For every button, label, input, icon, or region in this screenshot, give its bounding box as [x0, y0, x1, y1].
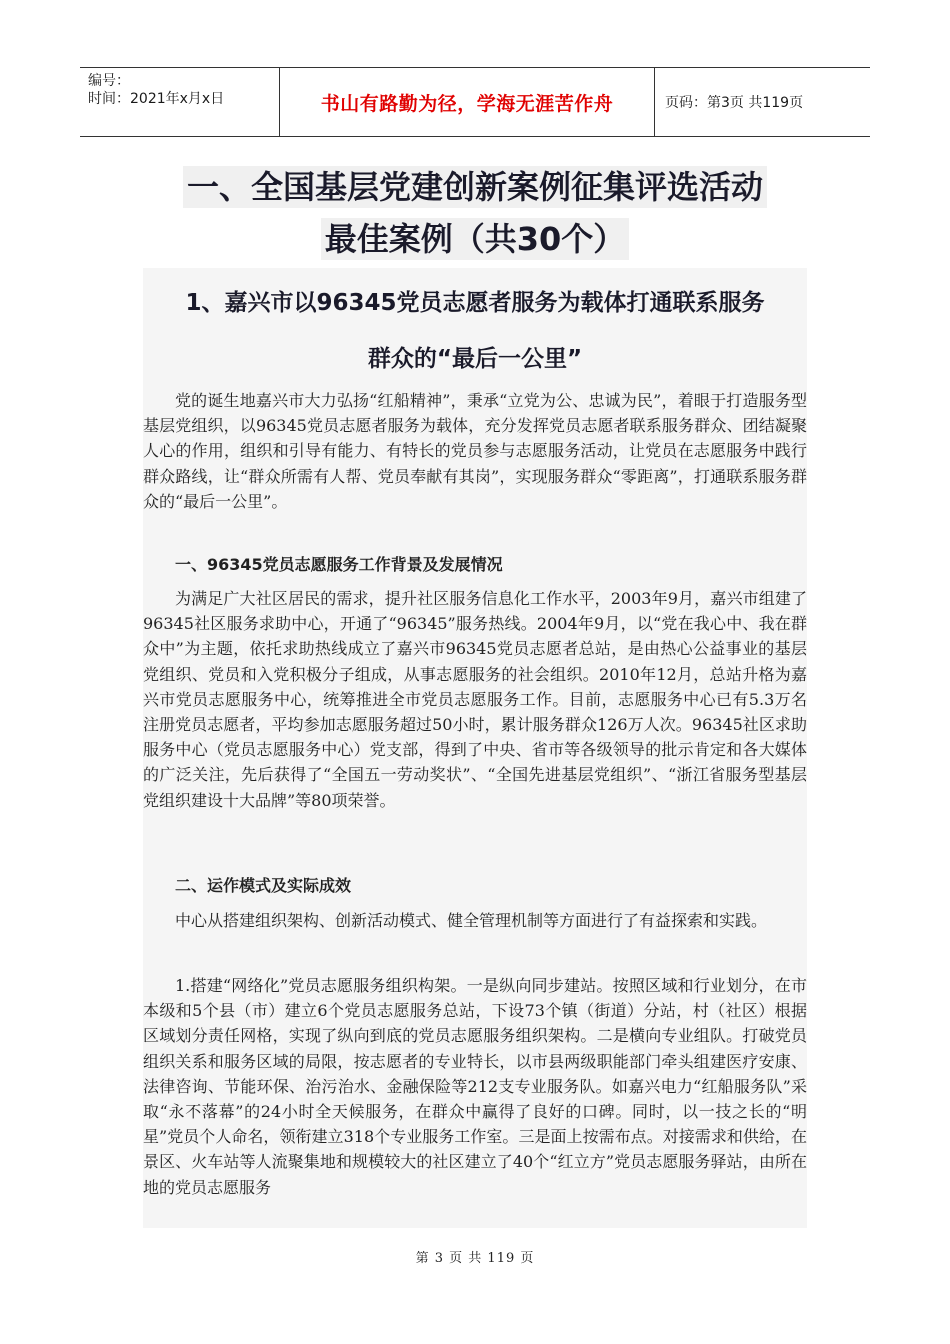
section2-heading: 二、运作模式及实际成效 — [175, 876, 352, 895]
number-label: 编号： — [88, 73, 130, 89]
case-title-line1: 1、嘉兴市以96345党员志愿者服务为载体打通联系服务 — [185, 290, 765, 316]
case-article — [143, 268, 807, 1228]
section1-heading: 一、96345党员志愿服务工作背景及发展情况 — [175, 555, 503, 574]
section1-paragraph: 为满足广大社区居民的需求，提升社区服务信息化工作水平，2003年9月，嘉兴市组建了96345社区服务求助中心，开通了“96345”服务热线。2004年9月，以“党在我心中、我在群众中”为主题，依托求助热线成立了嘉兴市96345党员志愿者总站，是由热心公益事业的基层党组织、党员和入党积极分子组成，从事志愿服务的社会组织。2010年12月，总站升格为嘉兴市党员志愿服务中心，统筹推进全市党员志愿服务工作。目前，志愿服务中心已有5.3万名注册党员志愿者，平均参加志愿服务超过50小时，累计服务群众126万人次。96345社区求助服务中心（党员志愿服务中心）党支部，得到了中央、省市等各级领导的批示肯定和各大媒体的广泛关注，先后获得了“全国五一劳动奖状”、“全国先进基层党组织”、“浙江省服务型基层党组织建设十大品牌”等80项荣誉。 — [143, 589, 807, 810]
main-title-line2: 最佳案例（共30个） — [0, 214, 950, 260]
time-label: 时间：2021年x月x日 — [88, 91, 225, 107]
header-motto: 书山有路勤为径，学海无涯苦作舟 — [280, 68, 655, 136]
case-title-line2: 群众的“最后一公里” — [367, 346, 583, 372]
header-page-info: 页码：第3页 共119页 — [665, 95, 804, 111]
main-title-line1: 一、全国基层党建创新案例征集评选活动 — [0, 162, 950, 208]
intro-paragraph: 党的诞生地嘉兴市大力弘扬“红船精神”，秉承“立党为公、忠诚为民”，着眼于打造服务型基层党组织，以96345党员志愿者服务为载体，充分发挥党员志愿者联系服务群众、团结凝聚人心的作用，组织和引导有能力、有特长的党员参与志愿服务活动，让党员在志愿服务中践行群众路线，让“群众所需有人帮、党员奉献有其岗”，实现服务群众“零距离”，打通联系服务群众的“最后一公里”。 — [143, 391, 807, 511]
page-header — [80, 67, 870, 137]
section2-point1-paragraph: 1.搭建“网络化”党员志愿服务组织构架。一是纵向同步建站。按照区域和行业划分，在市本级和5个县（市）建立6个党员志愿服务总站，下设73个镇（街道）分站，村（社区）根据区域划分责任网格，实现了纵向到底的党员志愿服务组织架构。二是横向专业组队。打破党员组织关系和服务区域的局限，按志愿者的专业特长，以市县两级职能部门牵头组建医疗安康、法律咨询、节能环保、治污治水、金融保险等212支专业服务队。如嘉兴电力“红船服务队”采取“永不落幕”的24小时全天候服务，在群众中赢得了良好的口碑。同时，以一技之长的“明星”党员个人命名，领衔建立318个专业服务工作室。三是面上按需布点。对接需求和供给，在景区、火车站等人流聚集地和规模较大的社区建立了40个“红立方”党员志愿服务驿站，由所在地的党员志愿服务 — [143, 976, 807, 1197]
page-footer: 第 3 页 共 119 页 — [415, 1251, 535, 1266]
header-meta — [80, 68, 280, 136]
section2-intro-paragraph: 中心从搭建组织架构、创新活动模式、健全管理机制等方面进行了有益探索和实践。 — [175, 911, 768, 930]
